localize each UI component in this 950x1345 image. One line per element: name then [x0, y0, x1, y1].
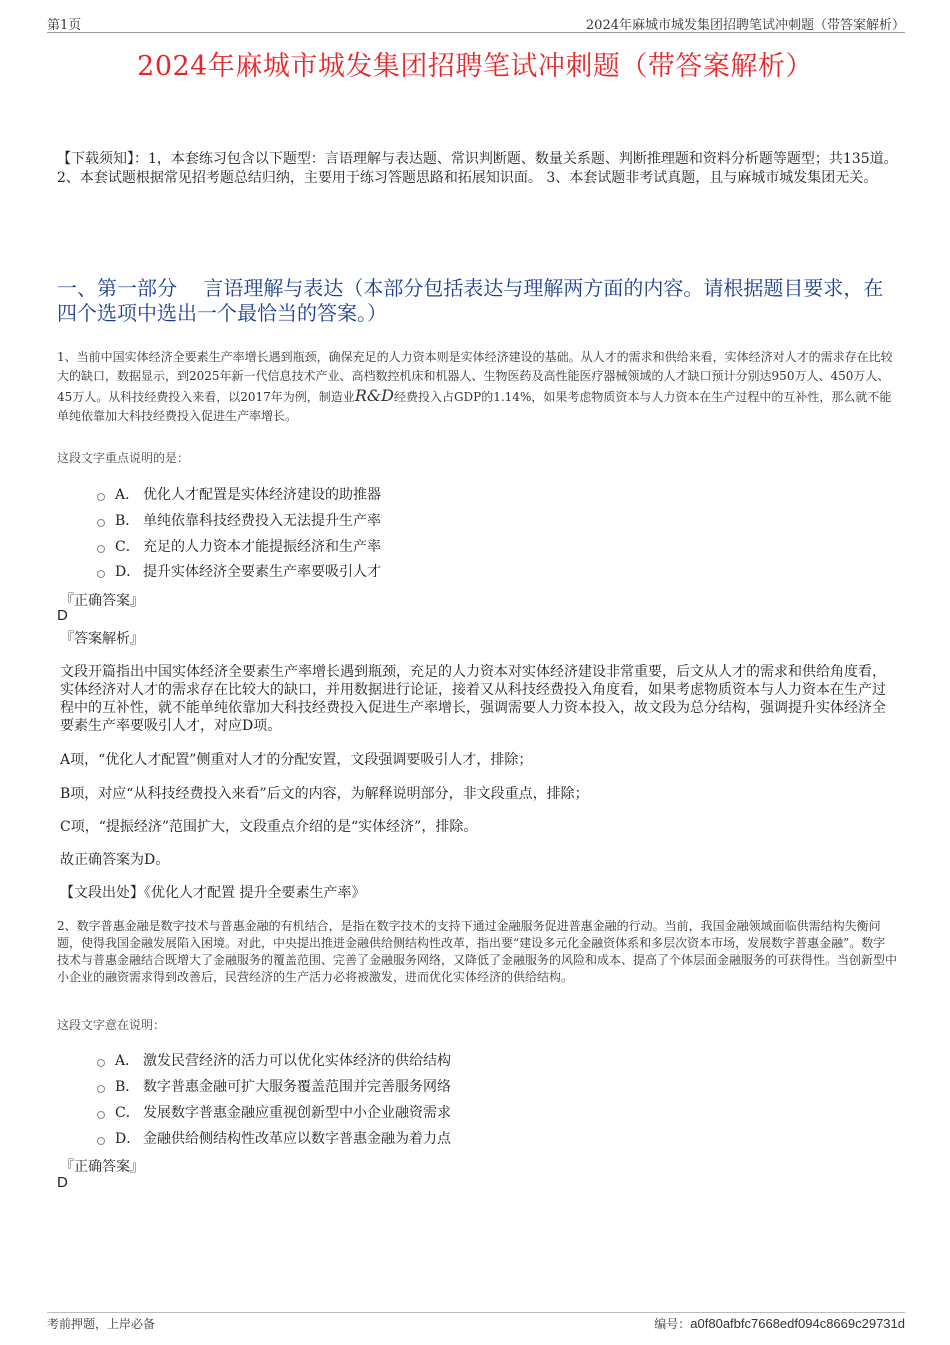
section-heading: 一、第一部分 言语理解与表达（本部分包括表达与理解两方面的内容。请根据题目要求，在四个选项中选出一个最恰当的答案。） — [57, 276, 884, 325]
question-1-analysis: 文段开篇指出中国实体经济全要素生产率增长遇到瓶颈，充足的人力资本对实体经济建设非常重要，后文从人才的需求和供给角度看，实体经济对人才的需求存在比较大的缺口，并用数据进行论证，接着又从科技经费投入角度看，如果考虑物质资本与人力资本在生产过程中的互补性，就不能单纯依靠加大科技经费投入促进生产率增长，强调需要人力资本投入，故文段为总分结构，强调提升实体经济全要素生产率要吸引人才，对应D项。 — [60, 664, 886, 734]
question-2-option-d[interactable]: D． 金融供给侧结构性改革应以数字普惠金融为着力点 — [97, 1128, 451, 1148]
question-1-conclusion: 故正确答案为D。 — [60, 852, 170, 868]
radio-icon[interactable] — [97, 519, 105, 527]
question-1-text-part-b: 经费投入占GDP的1.14%，如果考虑物质资本与人力资本在生产过程中的互补性，那么就不能单纯依靠加大科技经费投入促进生产率增长。 — [57, 390, 892, 423]
question-2-text: 2、数字普惠金融是数字技术与普惠金融的有机结合，是指在数字技术的支持下通过金融服务促进普惠金融的行动。当前，我国金融领域面临供需结构失衡问题，使得我国金融发展陷入困境。对此，中央提出推进金融供给侧结构性改革，指出要“建设多元化金融资体系和多层次资本市场，发展数字普惠金融”。数字技术与普惠金融结合既增大了金融服务的覆盖范围、完善了金融服务网络，又降低了金融服务的风险和成本、提高了个体层面金融服务的可获得性。当创新型中小企业的融资需求得到改善后，民营经济的生产活力必将被激发，进而优化实体经济的供给结构。 — [57, 919, 898, 984]
page-number: 第1页 — [47, 18, 82, 33]
radio-icon[interactable] — [97, 570, 105, 578]
page-title: 2024年麻城市城发集团招聘笔试冲刺题（带答案解析） — [137, 51, 813, 82]
serial-number: a0f80afbfc7668edf094c8669c29731d — [690, 1316, 905, 1331]
radio-icon[interactable] — [97, 1085, 105, 1093]
question-1-note-c: C项，“提振经济”范围扩大，文段重点介绍的是“实体经济”，排除。 — [60, 819, 478, 835]
footer-serial — [654, 1315, 905, 1332]
download-notice: 【下载须知】：1，本套练习包含以下题型：言语理解与表达题、常识判断题、数量关系题、判断推理题和资料分析题等题型；共135道。 2、本套试题根据常见招考题总结归纳，主要用于练习答题思路和拓展知识面。 3、本套试题非考试真题，且与麻城市城发集团无关。 — [57, 151, 898, 186]
question-1-answer: D — [57, 607, 68, 624]
question-1-answer-label: 『正确答案』 — [60, 593, 144, 609]
question-1-option-d[interactable]: D． 提升实体经济全要素生产率要吸引人才 — [97, 561, 381, 581]
rd-formula: R&D — [354, 386, 394, 405]
question-1-option-a[interactable]: A． 优化人才配置是实体经济建设的助推器 — [97, 484, 381, 504]
serial-label: 编号： — [654, 1317, 691, 1331]
question-2-option-c[interactable]: C． 发展数字普惠金融应重视创新型中小企业融资需求 — [97, 1102, 451, 1122]
question-1-option-c[interactable]: C． 充足的人力资本才能提振经济和生产率 — [97, 536, 381, 556]
radio-icon[interactable] — [97, 1059, 105, 1067]
question-1-analysis-label: 『答案解析』 — [60, 631, 144, 647]
header-doc-title: 2024年麻城市城发集团招聘笔试冲刺题（带答案解析） — [585, 18, 905, 33]
question-1-note-b: B项，对应“从科技经费投入来看”后文的内容，为解释说明部分，非文段重点，排除； — [60, 786, 589, 802]
question-1-note-a: A项，“优化人才配置”侧重对人才的分配安置，文段强调要吸引人才，排除； — [60, 752, 533, 768]
question-2-answer-label: 『正确答案』 — [60, 1159, 144, 1175]
question-2-prompt: 这段文字意在说明： — [57, 1018, 166, 1032]
radio-icon[interactable] — [97, 493, 105, 501]
radio-icon[interactable] — [97, 545, 105, 553]
header-divider — [47, 32, 905, 33]
question-1-source: 【文段出处】《优化人才配置 提升全要素生产率》 — [60, 885, 366, 901]
footer-slogan: 考前押题，上岸必备 — [47, 1317, 156, 1331]
question-2-option-a[interactable]: A． 激发民营经济的活力可以优化实体经济的供给结构 — [97, 1050, 451, 1070]
question-1-text — [57, 348, 897, 426]
radio-icon[interactable] — [97, 1111, 105, 1119]
question-1-option-b[interactable]: B． 单纯依靠科技经费投入无法提升生产率 — [97, 510, 381, 530]
question-2-answer: D — [57, 1174, 68, 1191]
question-1-prompt: 这段文字重点说明的是： — [57, 451, 190, 465]
question-1-text-part-a: 1、当前中国实体经济全要素生产率增长遇到瓶颈，确保充足的人力资本则是实体经济建设的基础。从人才的需求和供给来看，实体经济对人才的需求存在比较大的缺口，数据显示，到2025年新一代信息技术产业、高档数控机床和机器人、生物医药及高性能医疗器械领域的人才缺口预计分别达950万人、450万人、45万人。从科技经费投入来看，以2017年为例，制造业 — [57, 350, 893, 404]
question-2-option-b[interactable]: B． 数字普惠金融可扩大服务覆盖范围并完善服务网络 — [97, 1076, 451, 1096]
radio-icon[interactable] — [97, 1137, 105, 1145]
footer-divider — [47, 1312, 905, 1313]
